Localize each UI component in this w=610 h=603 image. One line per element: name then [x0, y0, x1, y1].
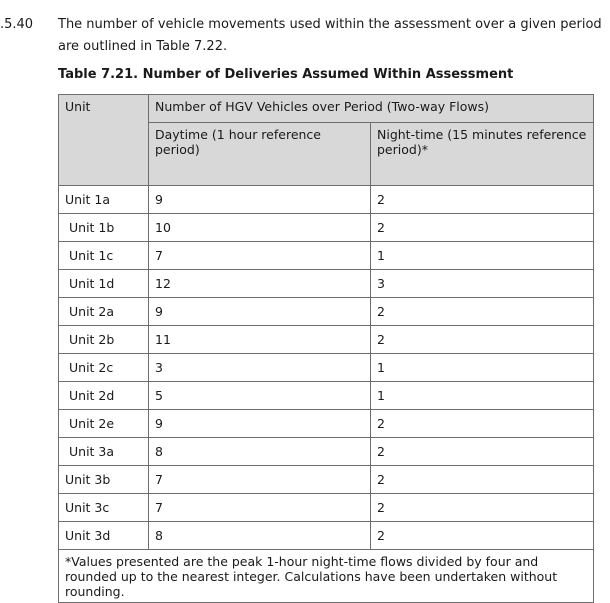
nighttime-cell: 2	[371, 410, 594, 438]
unit-cell: Unit 3b	[59, 466, 149, 494]
table-row	[59, 326, 594, 354]
header-daytime: Daytime (1 hour reference period)	[149, 123, 371, 186]
table-row	[59, 522, 594, 550]
unit-cell: Unit 2a	[59, 298, 149, 326]
paragraph-number: .5.40	[0, 17, 34, 32]
unit-cell: Unit 3c	[59, 494, 149, 522]
nighttime-cell: 3	[371, 270, 594, 298]
table-row	[59, 410, 594, 438]
header-nighttime: Night-time (15 minutes reference period)*	[371, 123, 594, 186]
unit-cell: Unit 1c	[59, 242, 149, 270]
table-row	[59, 438, 594, 466]
nighttime-cell: 2	[371, 186, 594, 214]
unit-cell: Unit 3d	[59, 522, 149, 550]
unit-cell: Unit 2b	[59, 326, 149, 354]
daytime-cell: 10	[149, 214, 371, 242]
daytime-cell: 9	[149, 410, 371, 438]
deliveries-table	[58, 94, 594, 603]
header-group: Number of HGV Vehicles over Period (Two-way Flows)	[149, 95, 594, 123]
daytime-cell: 9	[149, 298, 371, 326]
table-row	[59, 298, 594, 326]
daytime-cell: 7	[149, 494, 371, 522]
nighttime-cell: 1	[371, 382, 594, 410]
daytime-cell: 8	[149, 522, 371, 550]
daytime-cell: 3	[149, 354, 371, 382]
table-row	[59, 270, 594, 298]
paragraph-text: The number of vehicle movements used within the assessment over a given period are outlined in Table 7.22.	[58, 17, 602, 54]
table-footnote: *Values presented are the peak 1-hour night-time flows divided by four and rounded up to the nearest integer. Calculations have been undertaken without rounding.	[59, 550, 594, 603]
daytime-cell: 7	[149, 466, 371, 494]
nighttime-cell: 2	[371, 438, 594, 466]
nighttime-cell: 2	[371, 326, 594, 354]
nighttime-cell: 2	[371, 298, 594, 326]
nighttime-cell: 1	[371, 354, 594, 382]
nighttime-cell: 2	[371, 214, 594, 242]
table-row	[59, 214, 594, 242]
unit-cell: Unit 1a	[59, 186, 149, 214]
daytime-cell: 8	[149, 438, 371, 466]
daytime-cell: 12	[149, 270, 371, 298]
nighttime-cell: 1	[371, 242, 594, 270]
unit-cell: Unit 1b	[59, 214, 149, 242]
unit-cell: Unit 2c	[59, 354, 149, 382]
unit-cell: Unit 3a	[59, 438, 149, 466]
footnote-row	[59, 550, 594, 603]
table-row	[59, 354, 594, 382]
table-row	[59, 494, 594, 522]
nighttime-cell: 2	[371, 466, 594, 494]
table-row	[59, 382, 594, 410]
table-row	[59, 242, 594, 270]
table-title: Table 7.21. Number of Deliveries Assumed Within Assessment	[58, 67, 514, 82]
unit-cell: Unit 2d	[59, 382, 149, 410]
daytime-cell: 5	[149, 382, 371, 410]
daytime-cell: 9	[149, 186, 371, 214]
nighttime-cell: 2	[371, 494, 594, 522]
header-unit: Unit	[59, 95, 149, 186]
daytime-cell: 7	[149, 242, 371, 270]
table-row	[59, 466, 594, 494]
unit-cell: Unit 2e	[59, 410, 149, 438]
unit-cell: Unit 1d	[59, 270, 149, 298]
daytime-cell: 11	[149, 326, 371, 354]
table-row	[59, 186, 594, 214]
nighttime-cell: 2	[371, 522, 594, 550]
